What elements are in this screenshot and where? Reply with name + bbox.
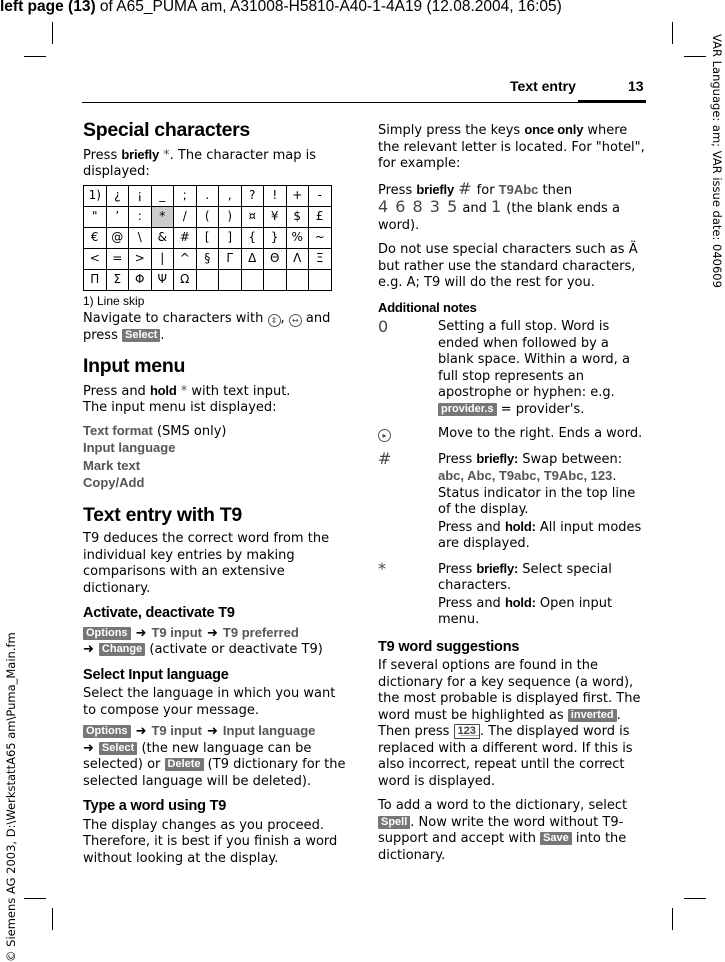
character-cell: \ <box>129 227 152 248</box>
character-cell: Λ <box>286 248 309 269</box>
input-menu-heading: Input menu <box>83 355 186 377</box>
one-key-icon: 1 <box>490 197 503 216</box>
character-cell <box>241 269 264 290</box>
digit-keys: 4 6 8 3 5 <box>378 197 459 216</box>
type-word-heading: Type a word using T9 <box>83 798 227 814</box>
hash-key-icon: # <box>458 178 473 198</box>
change-softkey: Change <box>99 643 145 656</box>
character-cell: : <box>129 206 152 227</box>
character-cell <box>219 269 242 290</box>
select-language-text: Select the language in which you want to compose your message. <box>83 686 336 718</box>
options-softkey: Options <box>83 725 131 738</box>
character-cell: & <box>151 227 174 248</box>
input-menu-item: Copy/Add <box>83 475 145 490</box>
arrow-icon: ➜ <box>83 740 94 756</box>
hash-key-icon: # <box>378 448 393 468</box>
arrow-icon: ➜ <box>83 642 94 657</box>
character-cell: ¤ <box>241 206 264 227</box>
character-cell: 1) <box>84 185 107 206</box>
crop-mark <box>672 22 673 44</box>
crop-mark <box>672 908 673 930</box>
character-cell: Γ <box>219 248 242 269</box>
print-header-rest: of A65_PUMA am, A31008-H5810-A40-1-4A19 (12.08.2004, 16:05) <box>99 0 562 15</box>
character-cell: / <box>174 206 197 227</box>
character-map-row <box>84 185 332 206</box>
input-menu-item: Input language <box>83 440 176 455</box>
inverted-tag: inverted <box>568 709 617 722</box>
character-cell: ¡ <box>129 185 152 206</box>
type-word-text: The display changes as you proceed. Therefore, it is best if you finish a word without looking at the display. <box>83 817 338 866</box>
character-cell: = <box>106 248 129 269</box>
select-softkey: Select <box>122 329 160 342</box>
character-cell: " <box>84 206 107 227</box>
side-note-left: © Siemens AG 2003, D:\WerkstattA65 am\Puma_Main.fm <box>4 632 18 962</box>
character-cell: ? <box>241 185 264 206</box>
side-note-right: VAR Language: am; VAR issue date: 040609 <box>710 34 724 288</box>
save-softkey: Save <box>540 832 572 845</box>
crop-mark <box>52 22 53 44</box>
character-cell: Σ <box>106 269 129 290</box>
star-key-icon: * <box>163 147 170 163</box>
add-word-text: To add a word to the dictionary, select Spell . Now write the word without T9-support and accept with Save into the dictionary. <box>378 798 628 863</box>
character-cell: Φ <box>129 269 152 290</box>
character-cell: ( <box>196 206 219 227</box>
delete-softkey: Delete <box>165 758 204 771</box>
character-map-row <box>84 206 332 227</box>
character-cell: @ <box>106 227 129 248</box>
crop-mark <box>684 898 706 899</box>
character-cell <box>264 269 287 290</box>
t9-suggestions-heading: T9 word suggestions <box>378 638 520 655</box>
character-cell: > <box>129 248 152 269</box>
arrow-icon: ➜ <box>135 625 147 641</box>
character-cell: Δ <box>241 248 264 269</box>
star-key-icon: * <box>180 383 188 399</box>
crop-mark <box>24 898 46 899</box>
character-map-row <box>84 248 332 269</box>
character-cell: ^ <box>174 248 197 269</box>
right-column <box>378 122 646 872</box>
character-map-row <box>84 227 332 248</box>
crop-mark <box>24 56 46 57</box>
character-cell: ¿ <box>106 185 129 206</box>
character-cell: £ <box>309 206 332 227</box>
character-cell: + <box>286 185 309 206</box>
t9-heading: Text entry with T9 <box>83 503 242 526</box>
provider-tag: provider.s <box>438 403 497 416</box>
character-cell: , <box>219 185 242 206</box>
character-map-row <box>84 269 332 290</box>
hotel-example: Press briefly # for T9Abc then 4 6 8 3 5 and 1 (the blank ends a word). <box>378 178 620 233</box>
character-cell <box>309 269 332 290</box>
character-cell: | <box>151 248 174 269</box>
character-cell: } <box>264 227 287 248</box>
crop-mark <box>52 908 53 930</box>
select-language-path: Options ➜ T9 input ➜ Input language ➜ Select (the new language can be selected) or Delete (T9 dictionary for the selected language will be deleted). <box>83 723 346 789</box>
character-cell: ¥ <box>264 206 287 227</box>
input-menu-item: Text format (SMS only) <box>83 422 227 439</box>
special-characters-heading: Special characters <box>83 119 250 141</box>
special-intro: Press briefly *. The character map is displayed: <box>83 146 316 179</box>
zero-key-icon: 0 <box>378 317 390 336</box>
input-menu-item: Mark text <box>83 457 141 473</box>
character-cell: ’ <box>106 206 129 227</box>
character-cell: % <box>286 227 309 248</box>
spell-softkey: Spell <box>378 816 410 829</box>
character-cell: # <box>174 227 197 248</box>
left-right-nav-icon: ↔ <box>289 314 302 327</box>
character-cell: € <box>84 227 107 248</box>
character-cell: _ <box>151 185 174 206</box>
character-cell: { <box>241 227 264 248</box>
t9-suggestions-text: If several options are found in the dictionary for a key sequence (a word), the most probable is displayed first. The word must be highlighted as inverted . Then press 1̲2̲3̲ . The displayed word is replaced with a different word. If this is also incorrect, repeat until the correct word is displayed. <box>378 658 641 789</box>
character-cell: < <box>84 248 107 269</box>
star-key-icon: * <box>378 558 387 578</box>
running-section-title: Text entry <box>510 78 576 94</box>
character-cell: § <box>196 248 219 269</box>
character-cell <box>196 269 219 290</box>
note-full-stop: Setting a full stop. Word is ended when followed by a blank space. Within a word, a full stop represents an apostrophe or hyphen: e.g. provider.s = provider's. <box>438 319 630 417</box>
input-menu-text: Press and hold * with text input. The input menu ist displayed: <box>83 382 291 415</box>
character-cell: Ω <box>174 269 197 290</box>
note-move-right: Move to the right. Ends a word. <box>438 426 643 441</box>
character-cell: $ <box>286 206 309 227</box>
right-nav-key-icon: ▸ <box>378 426 438 443</box>
select-language-heading: Select Input language <box>83 666 229 683</box>
line-skip-footnote: 1) Line skip <box>83 293 145 308</box>
up-down-nav-icon: ⇕ <box>268 314 281 327</box>
header-rule <box>82 102 646 103</box>
activate-t9-path: Options ➜ T9 input ➜ T9 preferred ➜ Change (activate or deactivate T9) <box>83 624 323 657</box>
activate-t9-heading: Activate, deactivate T9 <box>83 605 235 621</box>
t9-intro: T9 deduces the correct word from the individual key entries by making comparisons with an extensive dictionary. <box>83 531 330 596</box>
character-cell <box>286 269 309 290</box>
arrow-icon: ➜ <box>135 724 147 739</box>
page-number: 13 <box>628 78 644 94</box>
additional-notes-list <box>378 319 646 629</box>
select-softkey: Select <box>99 742 137 755</box>
navigate-text: Navigate to characters with ⇕ , ↔ and press Select . <box>83 311 331 343</box>
next-word-key-icon: 1̲2̲3̲ <box>454 724 480 739</box>
character-cell: Ξ <box>309 248 332 269</box>
character-cell: ] <box>219 227 242 248</box>
note-star: Press briefly: Select special characters. Press and hold: Open input menu. <box>438 560 613 627</box>
additional-notes-heading: Additional notes <box>378 299 477 315</box>
character-cell: Π <box>84 269 107 290</box>
print-header <box>0 0 562 16</box>
character-cell: ! <box>264 185 287 206</box>
options-softkey: Options <box>83 627 131 640</box>
crop-mark <box>684 56 706 57</box>
print-header-id: left page (13) <box>0 0 96 15</box>
left-column <box>83 118 348 875</box>
header-rule-thick <box>578 100 646 103</box>
character-cell: . <box>196 185 219 206</box>
character-cell: [ <box>196 227 219 248</box>
character-map <box>83 185 332 291</box>
arrow-icon: ➜ <box>207 625 218 641</box>
note-hash: Press briefly: Swap between: abc, Abc, T9abc, T9Abc, 123. Status indicator in the top line of the display. Press and hold: All input modes are displayed. <box>438 450 642 551</box>
special-chars-warning: Do not use special characters such as Ä but rather use the standard characters, e.g. A; T9 will do the rest for you. <box>378 242 638 290</box>
character-cell: ; <box>174 185 197 206</box>
keys-once-text: Simply press the keys once only where the relevant letter is located. For "hotel", for example: <box>378 122 645 171</box>
character-cell: - <box>309 185 332 206</box>
arrow-icon: ➜ <box>207 724 218 739</box>
character-cell: ~ <box>309 227 332 248</box>
character-cell: * <box>151 206 174 227</box>
character-cell: Θ <box>264 248 287 269</box>
character-cell: ) <box>219 206 242 227</box>
character-cell: Ψ <box>151 269 174 290</box>
input-menu-list <box>83 423 348 493</box>
